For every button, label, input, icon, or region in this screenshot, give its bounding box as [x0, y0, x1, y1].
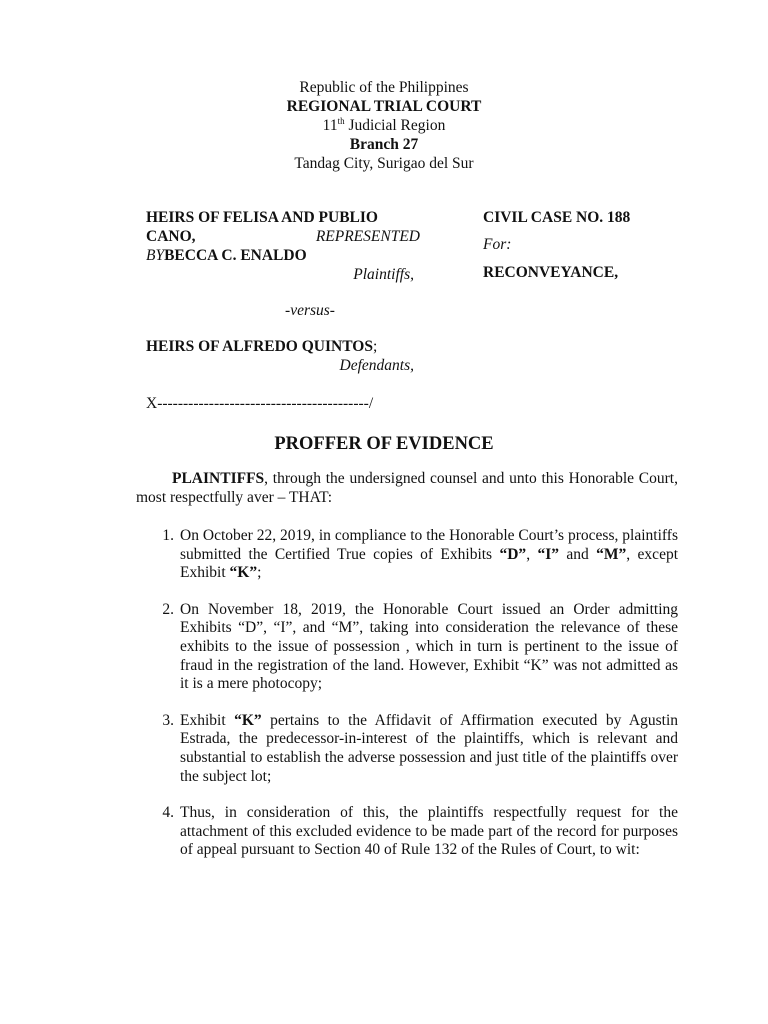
plaintiff-surname: CANO, [146, 228, 196, 245]
item-text-part: and [559, 545, 597, 563]
list-item [136, 527, 678, 583]
court-location: Tandag City, Surigao del Sur [294, 155, 474, 172]
defendant-block [146, 337, 414, 375]
representative-name: BECCA C. ENALDO [164, 247, 307, 264]
item-number: 2. [162, 600, 174, 618]
plaintiff-name-line1: HEIRS OF FELISA AND PUBLIO [146, 209, 378, 226]
item-text-part: Exhibit [180, 711, 235, 729]
item-number: 4. [162, 804, 174, 822]
item-text-part: , except Exhibit [180, 545, 679, 582]
item-text [180, 712, 678, 786]
exhibit-label: “K” [229, 564, 258, 582]
plaintiff-name-line3 [146, 246, 420, 265]
list-item [136, 712, 678, 786]
defendant-name: HEIRS OF ALFREDO QUINTOS [146, 338, 373, 355]
intro-paragraph [136, 469, 678, 507]
plaintiff-role: Plaintiffs, [353, 266, 414, 283]
item-text-part: pertains to the Affidavit of Affirmation executed by Agustin Estrada, the predecessor-in-interest of the plaintiffs, which is relevant and substantial to establish the adverse possession and just title of the plaintiffs over the subject lot; [180, 711, 679, 785]
item-text-part: ; [257, 564, 262, 582]
item-text [180, 527, 678, 583]
case-nature: RECONVEYANCE, [483, 264, 619, 281]
court-header [0, 78, 768, 173]
exhibit-label: “M” [596, 545, 627, 563]
intro-text: , through the undersigned counsel and unto this Honorable Court, most respectfully aver – THAT: [136, 470, 678, 506]
defendant-semicolon: ; [372, 338, 378, 355]
item-number: 1. [162, 527, 174, 544]
versus: -versus- [285, 302, 335, 319]
represented-label: REPRESENTED [315, 228, 420, 245]
item-number: 3. [162, 711, 174, 729]
for-label: For: [483, 236, 512, 253]
exhibit-label: “K” [234, 711, 262, 729]
item-text-part: , [526, 545, 538, 563]
defendant-role: Defendants, [339, 357, 414, 374]
document-title: PROFFER OF EVIDENCE [274, 434, 494, 454]
item-text: On November 18, 2019, the Honorable Court issued an Order admitting Exhibits “D”, “I”, and “M”, taking into consideration the relevance of these exhibits to the issue of possession , which in turn is pertinent to the issue of fraud in the registration of the land. However, Exhibit “K” was not admitted as it is a mere photocopy; [180, 600, 678, 693]
case-number: CIVIL CASE NO. 188 [483, 209, 631, 226]
branch: Branch 27 [349, 136, 419, 153]
court-name: REGIONAL TRIAL COURT [286, 98, 482, 115]
list-item [136, 804, 678, 860]
republic-line: Republic of the Philippines [299, 79, 469, 96]
region-number: 11 [322, 117, 338, 134]
case-info-block [483, 208, 683, 282]
exhibit-label: “D” [499, 545, 527, 563]
plaintiff-name-line2 [146, 227, 420, 246]
numbered-list [136, 527, 678, 878]
judicial-region [0, 116, 768, 135]
caption-closing-line: X-----------------------------------------/ [146, 395, 374, 412]
item-text-part: On October 22, 2019, in compliance to the Honorable Court’s process, plaintiffs submitted the Certified True copies of Exhibits [180, 527, 678, 563]
region-text: Judicial Region [344, 117, 446, 134]
region-suffix: th [337, 115, 345, 126]
item-text: Thus, in consideration of this, the plaintiffs respectfully request for the attachment of this excluded evidence to be made part of the record for purposes of appeal pursuant to Section 40 of Rule 132 of the Rules of Court, to wit: [180, 804, 678, 859]
intro-lead: PLAINTIFFS [172, 470, 265, 487]
list-item [136, 601, 678, 694]
exhibit-label: “I” [537, 545, 559, 563]
plaintiff-block [146, 208, 420, 284]
by-label: BY [146, 247, 165, 264]
defendant-line [146, 337, 414, 356]
